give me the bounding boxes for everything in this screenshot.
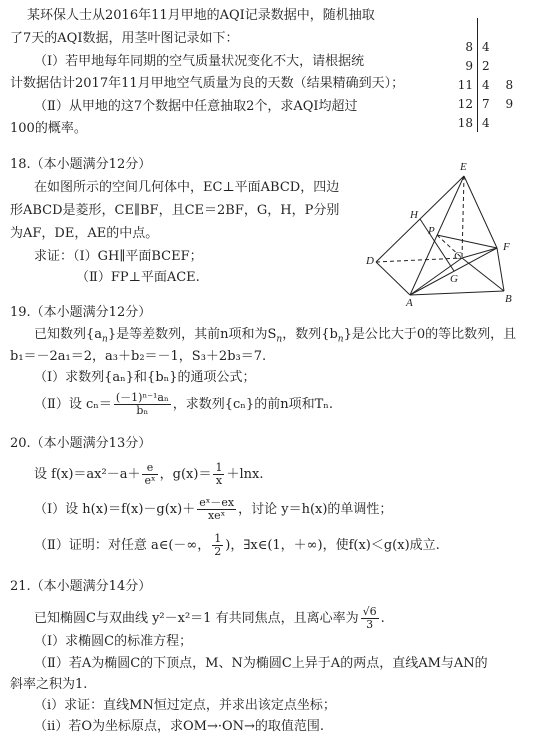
edge-pf — [437, 235, 497, 248]
label-e: E — [460, 161, 467, 173]
label-b: B — [505, 293, 512, 305]
stem-leaf-row — [447, 94, 538, 113]
q17-line2: 了7天的AQI数据，用茎叶图记录如下： — [10, 31, 239, 46]
q21-part2-line1: （Ⅱ）若A为椭圆C的下顶点，M、N为椭圆C上异于A的两点，直线AM与AN的 — [34, 656, 488, 671]
q19-part1: （Ⅰ）求数列{aₙ}和{bₙ}的通项公式； — [34, 370, 256, 385]
q17-part1-line2: 计数据估计2017年11月甲地空气质量为良的天数（结果精确到天）； — [10, 76, 405, 91]
q18-proof-part1: 求证：（Ⅰ）GH∥平面BCEF； — [34, 249, 203, 264]
leaf-values: 4 — [482, 115, 496, 130]
stem-leaf-row — [447, 37, 538, 56]
stem-value: 12 — [447, 94, 478, 113]
q21-sub1: （ⅰ）求证：直线MN恒过定点，并求出该定点坐标； — [34, 698, 336, 713]
leaf-values: 4 — [482, 39, 496, 54]
q19-part2: （Ⅱ）设 cₙ＝ $\frac{\text{(－1)ⁿ⁻¹aₙ}}{\text{bₙ}}$ ，求数列{cₙ}的前n项和Tₙ. — [34, 391, 333, 417]
edge-ec — [462, 176, 464, 258]
edge-da — [376, 262, 410, 295]
q21-sub2: （ⅱ）若O为坐标原点，求OM→·ON→的取值范围. — [34, 719, 325, 734]
stem-leaf-row — [447, 75, 538, 94]
edge-cf — [462, 248, 497, 258]
q19-fraction: $\frac{\text{(－1)ⁿ⁻¹aₙ}}{\text{bₙ}}$ — [115, 391, 169, 417]
q21-part2-line2: 斜率之积为1. — [10, 677, 88, 692]
stem-value: 9 — [447, 56, 478, 75]
stem-value — [447, 18, 478, 37]
edge-dc — [376, 258, 462, 262]
q17-part1-line1: （Ⅰ）若甲地每年同期的空气质量状况变化不大，请根据统 — [34, 54, 365, 69]
q21-part1: （Ⅰ）求椭圆C的标准方程； — [34, 634, 193, 649]
q18-line3: 为AF，DE，AE的中点。 — [10, 226, 159, 241]
stem-value: 18 — [447, 113, 478, 132]
leaf-values: 7 9 — [482, 96, 520, 111]
q18-header: 18.（本小题满分12分） — [10, 157, 152, 172]
q17-line1: 某环保人士从2016年11月甲地的AQI记录数据中，随机抽取 — [27, 8, 375, 23]
q20-definition: 设 f(x)＝ax²－a＋ $\frac{e}{\text{eˣ}}$ ，g(x)＝ $\frac{1}{x}$ ＋lnx. — [34, 461, 264, 487]
edge-cb — [462, 258, 504, 291]
q19-line1: 已知数列$\{a_n\}$是等差数列，其前n项和为$S_n$，数列$\{b_n\}$是公比大于0的等比数列，且 — [34, 327, 517, 345]
edge-hg — [420, 219, 454, 271]
q20-part2: （Ⅱ）证明：对任意 a∈(－∞， $\frac{1}{2}$ )，∃x∈(1，＋∞)，使f(x)＜g(x)成立. — [34, 532, 440, 558]
q19-header: 19.（本小题满分12分） — [10, 305, 152, 320]
stem-value: 8 — [447, 37, 478, 56]
label-h: H — [410, 209, 418, 221]
q18-line2: 形ABCD是菱形，CE∥BF，且CE＝2BF，G，H，P分别 — [10, 203, 340, 218]
q21-header: 21.（本小题满分14分） — [10, 579, 152, 594]
edge-ab — [410, 291, 504, 295]
label-g: G — [450, 273, 458, 285]
stem-leaf-row — [447, 18, 538, 37]
label-d: D — [366, 255, 374, 267]
q20-header: 20.（本小题满分13分） — [10, 436, 152, 451]
q17-part2-line1: （Ⅱ）从甲地的这7个数据中任意抽取2个，求AQI均超过 — [34, 99, 358, 114]
edge-bf — [497, 248, 504, 291]
stem-leaf-plot — [447, 18, 538, 132]
label-p: P — [428, 225, 435, 237]
q21-line1: 已知椭圆C与双曲线 y²－x²＝1 有共同焦点，且离心率为 $\frac{√6}{3}$ . — [34, 605, 385, 631]
stem-value: 11 — [447, 75, 478, 94]
geometry-figure — [362, 158, 522, 308]
leaf-values: 2 — [482, 58, 496, 73]
leaf-values — [478, 18, 539, 37]
q20-part1: （Ⅰ）设 h(x)＝f(x)－g(x)＋ $\frac{\text{eˣ－ex}}{\text{xeˣ}}$ ，讨论 y＝h(x)的单调性； — [34, 496, 393, 522]
stem-leaf-row — [447, 56, 538, 75]
label-a: A — [406, 297, 413, 308]
edge-ef — [464, 176, 497, 248]
q17-part2-line2: 100的概率。 — [10, 121, 87, 136]
leaf-values: 4 8 — [482, 77, 520, 92]
label-f: F — [503, 241, 510, 253]
q18-proof-part2: （Ⅱ）FP⊥平面ACE. — [76, 270, 200, 285]
stem-leaf-row — [447, 113, 538, 132]
q18-line1: 在如图所示的空间几何体中，EC⊥平面ABCD，四边 — [34, 180, 340, 195]
q19-line2: b₁＝－2a₁＝2，a₃＋b₂＝－1，S₃＋2b₃＝7. — [10, 349, 267, 364]
label-c: C — [454, 250, 462, 262]
